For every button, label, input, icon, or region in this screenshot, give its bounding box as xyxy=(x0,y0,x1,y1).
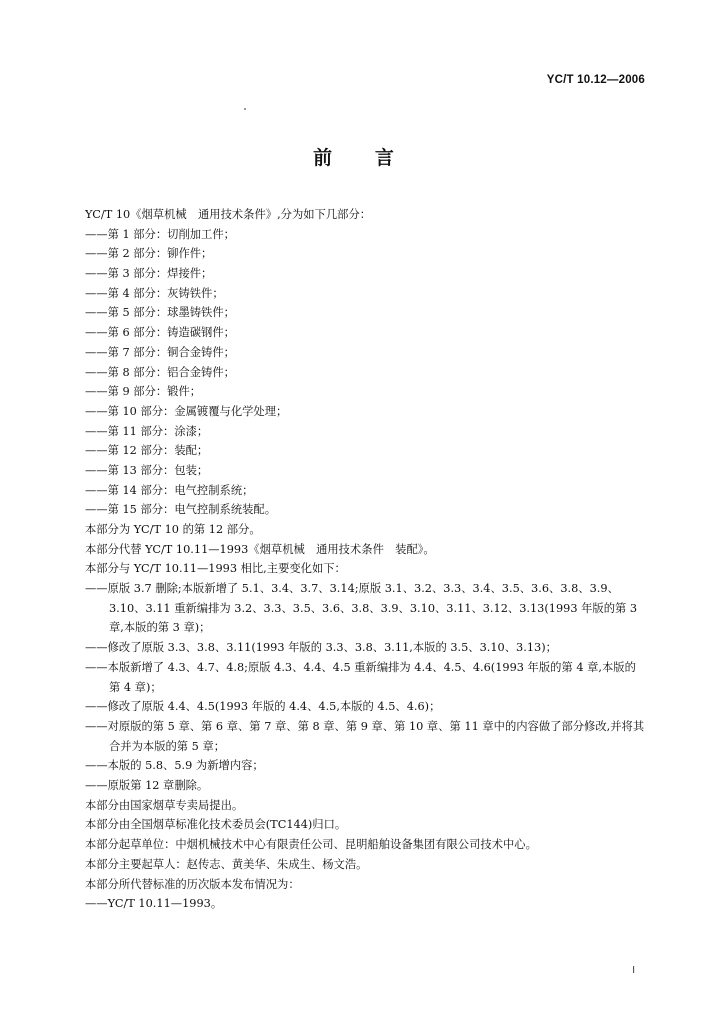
closing-line: 本部分由全国烟草标准化技术委员会(TC144)归口。 xyxy=(85,818,347,832)
part-item: ——第 14 部分：电气控制系统； xyxy=(85,483,254,497)
closing-line: ——YC/T 10.11—1993。 xyxy=(85,897,223,911)
statement-line: 本部分代替 YC/T 10.11—1993《烟草机械 通用技术条件 装配》。 xyxy=(85,542,435,556)
closing-line: 本部分主要起草人：赵传志、黄美华、朱成生、杨文浩。 xyxy=(85,857,368,871)
foreword-body xyxy=(85,205,645,914)
part-item: ——第 13 部分：包装； xyxy=(85,463,209,477)
part-item: ——第 15 部分：电气控制系统装配。 xyxy=(85,503,277,517)
closing-line: 本部分起草单位：中烟机械技术中心有限责任公司、昆明船舶设备集团有限公司技术中心。 xyxy=(85,838,537,852)
change-item: ——本版的 5.8、5.9 为新增内容； xyxy=(85,759,264,773)
part-item: ——第 9 部分：锻件； xyxy=(85,385,202,399)
change-item: ——修改了原版 3.3、3.8、3.11(1993 年版的 3.3、3.8、3.11,本版的 3.5、3.10、3.13)； xyxy=(85,641,557,655)
part-item: ——第 8 部分：铝合金铸件； xyxy=(85,365,235,379)
part-item: ——第 6 部分：铸造碳钢件； xyxy=(85,326,235,340)
part-item: ——第 7 部分：铜合金铸件； xyxy=(85,345,235,359)
part-item: ——第 4 部分：灰铸铁件； xyxy=(85,286,224,300)
part-item: ——第 11 部分：涂漆； xyxy=(85,424,209,438)
part-item: ——第 3 部分：焊接件； xyxy=(85,267,213,281)
change-item: ——对原版的第 5 章、第 6 章、第 7 章、第 8 章、第 9 章、第 10 章、第 11 章中的内容做了部分修改,并将其合并为本版的第 5 章； xyxy=(85,719,645,753)
title-char-2: 言 xyxy=(374,147,394,169)
closing-line: 本部分所代替标准的历次版本发布情况为： xyxy=(85,877,300,891)
change-item: ——修改了原版 4.4、4.5(1993 年版的 4.4、4.5,本版的 4.5、4.6)； xyxy=(85,700,441,714)
title-char-1: 前 xyxy=(313,147,333,169)
part-item: ——第 10 部分：金属镀覆与化学处理； xyxy=(85,404,288,418)
statement-line: 本部分为 YC/T 10 的第 12 部分。 xyxy=(85,523,261,536)
document-number: YC/T 10.12—2006 xyxy=(546,74,645,86)
intro-line: YC/T 10《烟草机械 通用技术条件》,分为如下几部分： xyxy=(85,208,372,221)
page-number: I xyxy=(632,965,635,976)
part-item: ——第 1 部分：切削加工件； xyxy=(85,227,235,241)
change-item: ——原版第 12 章删除。 xyxy=(85,779,209,793)
closing-line: 本部分由国家烟草专卖局提出。 xyxy=(85,798,244,812)
page-title xyxy=(0,143,707,170)
change-item: ——本版新增了 4.3、4.7、4.8;原版 4.3、4.4、4.5 重新编排为 4.4、4.5、4.6(1993 年版的第 4 章,本版的第 4 章)； xyxy=(85,660,636,694)
part-item: ——第 5 部分：球墨铸铁件； xyxy=(85,306,235,320)
statement-line: 本部分与 YC/T 10.11—1993 相比,主要变化如下： xyxy=(85,562,346,576)
scan-speck xyxy=(244,108,246,110)
part-item: ——第 12 部分：装配； xyxy=(85,444,209,458)
change-item: ——原版 3.7 删除;本版新增了 5.1、3.4、3.7、3.14;原版 3.1、3.2、3.3、3.4、3.5、3.6、3.8、3.9、3.10、3.11 重新编排为 3.2、3.3、3.5、3.6、3.8、3.9、3.10、3.11、3.12、3.13(1993 年版的第 3 章,本版的第 3 章)； xyxy=(85,582,638,635)
part-item: ——第 2 部分：铆作件； xyxy=(85,247,213,261)
